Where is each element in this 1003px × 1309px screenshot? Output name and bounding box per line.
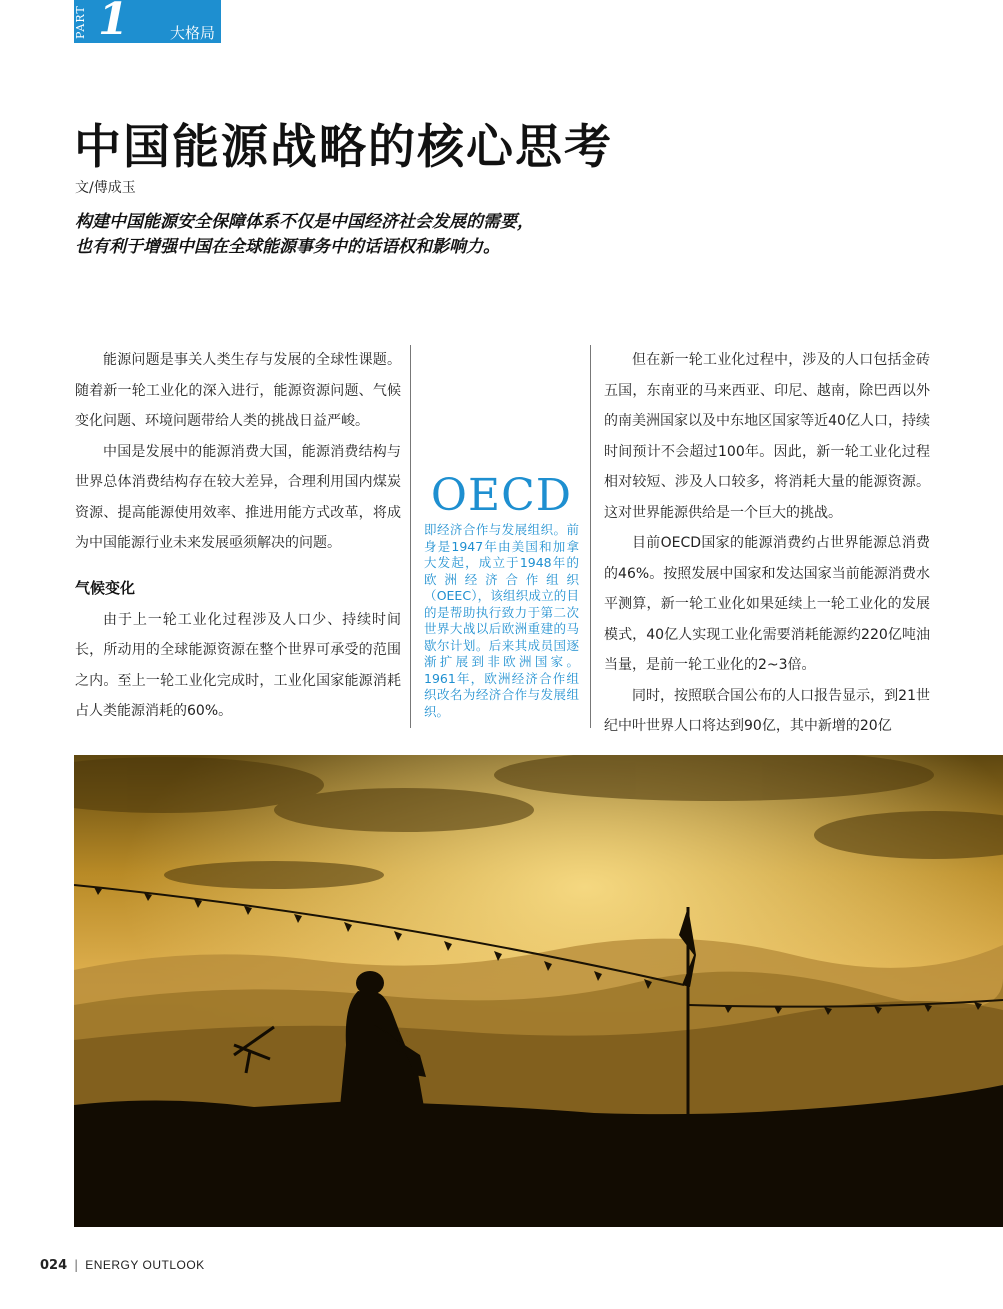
column-divider	[410, 345, 411, 728]
page-footer	[40, 1258, 205, 1273]
photo-illustration	[74, 755, 1003, 1227]
subheading: 气候变化	[75, 578, 136, 597]
sidebar-body: 即经济合作与发展组织。前身是1947年由美国和加拿大发起，成立于1948年的欧洲经济合作组织（OEEC），该组织成立的目的是帮助执行致力于第二次世界大战以后欧洲重建的马歇尔计划。后来其成员国逐渐扩展到非欧洲国家。1961年，欧洲经济合作组织改名为经济合作与发展组织。	[424, 522, 579, 719]
part-number: 1	[98, 0, 129, 45]
oecd-sidebar	[424, 472, 579, 720]
article-title: 中国能源战略的核心思考	[74, 120, 613, 175]
sunset-worker-photo	[74, 755, 1003, 1227]
magazine-name: ENERGY OUTLOOK	[85, 1258, 205, 1272]
page-number: 024	[40, 1258, 68, 1273]
column-divider	[590, 345, 591, 728]
lead-line: 构建中国能源安全保障体系不仅是中国经济社会发展的需要，	[75, 212, 534, 232]
section-name: 大格局	[170, 24, 216, 42]
paragraph: 目前OECD国家的能源消费约占世界能源总消费的46%。按照发展中国家和发达国家当前能源消费水平测算，新一轮工业化如果延续上一轮工业化的发展模式，40亿人实现工业化需要消耗能源约220亿吨油当量，是前一轮工业化的2~3倍。	[604, 535, 930, 673]
paragraph: 中国是发展中的能源消费大国，能源消费结构与世界总体消费结构存在较大差异，合理利用国内煤炭资源、提高能源使用效率、推进用能方式改革，将成为中国能源行业未来发展亟须解决的问题。	[75, 443, 401, 551]
part-word: PART	[74, 5, 87, 39]
sidebar-heading: OECD	[430, 470, 573, 521]
paragraph: 能源问题是事关人类生存与发展的全球性课题。随着新一轮工业化的深入进行，能源资源问题、气候变化问题、环境问题带给人类的挑战日益严峻。	[75, 352, 401, 429]
right-column	[604, 345, 930, 742]
article-author: 文/傅成玉	[75, 180, 136, 196]
paragraph: 同时，按照联合国公布的人口报告显示，到21世纪中叶世界人口将达到90亿，其中新增的20亿	[604, 687, 930, 734]
paragraph: 但在新一轮工业化过程中，涉及的人口包括金砖五国，东南亚的马来西亚、印尼、越南，除巴西以外的南美洲国家以及中东地区国家等近40亿人口，持续时间预计不会超过100年。因此，新一轮工业化过程相对较短、涉及人口较多，将消耗大量的能源资源。这对世界能源供给是一个巨大的挑战。	[604, 352, 930, 521]
paragraph: 由于上一轮工业化过程涉及人口少、持续时间长，所动用的全球能源资源在整个世界可承受的范围之内。至上一轮工业化完成时，工业化国家能源消耗占人类能源消耗的60%。	[75, 611, 401, 719]
left-column	[75, 345, 401, 727]
article-lead	[75, 210, 595, 260]
part-tab	[74, 0, 221, 43]
footer-separator: |	[74, 1258, 79, 1272]
lead-line: 也有利于增强中国在全球能源事务中的话语权和影响力。	[75, 237, 500, 257]
